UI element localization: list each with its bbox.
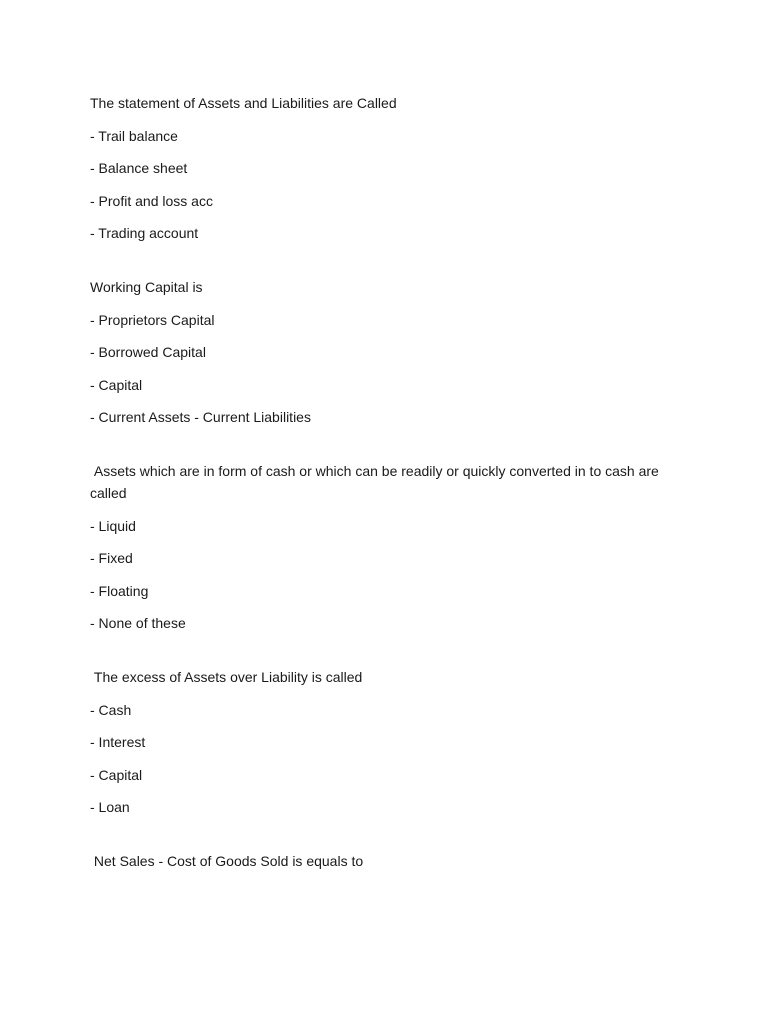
answer-option: - Loan [90, 799, 130, 815]
question-1 [90, 92, 670, 244]
answer-option: - Trading account [90, 225, 199, 241]
answer-option: - Profit and loss acc [90, 192, 213, 209]
answer-option: - Balance sheet [90, 160, 188, 176]
answer-option: - Cash [90, 701, 132, 718]
document-content [90, 92, 670, 904]
answer-option: - Fixed [90, 550, 133, 566]
answer-option: - Floating [90, 582, 149, 599]
answer-option: - Interest [90, 734, 146, 750]
question-text: Assets which are in form of cash or which can be readily or quickly converted in to cash are called [90, 463, 663, 501]
question-text: The statement of Assets and Liabilities are Called [90, 95, 397, 111]
question-3 [90, 460, 670, 634]
answer-option: - Trail balance [90, 127, 178, 144]
answer-option: - Liquid [90, 517, 136, 534]
question-text: The excess of Assets over Liability is called [90, 669, 363, 685]
question-4 [90, 666, 670, 818]
answer-option: - Capital [90, 766, 143, 783]
answer-option: - Current Assets - Current Liabilities [90, 409, 311, 425]
answer-option: - None of these [90, 615, 186, 631]
answer-option: - Capital [90, 376, 143, 393]
question-text: Net Sales - Cost of Goods Sold is equals to [90, 853, 364, 869]
question-text: Working Capital is [90, 279, 203, 295]
answer-option: - Borrowed Capital [90, 344, 206, 360]
answer-option: - Proprietors Capital [90, 311, 215, 328]
question-5 [90, 850, 670, 872]
question-2 [90, 276, 670, 428]
